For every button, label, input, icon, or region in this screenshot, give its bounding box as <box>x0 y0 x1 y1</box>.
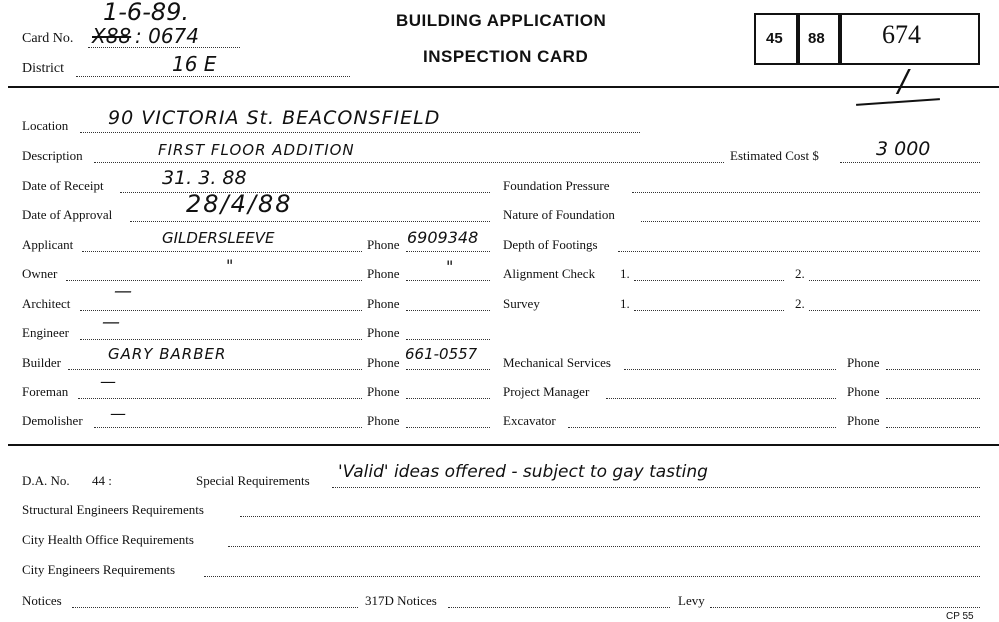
form-title-line1: BUILDING APPLICATION <box>396 11 607 30</box>
card-no-label: Card No. <box>22 31 74 46</box>
handwritten-description: FIRST FLOOR ADDITION <box>158 141 355 159</box>
alignment-check-label: Alignment Check <box>503 266 596 281</box>
special-requirements-label: Special Requirements <box>196 473 310 488</box>
nature-of-foundation-label: Nature of Foundation <box>503 207 615 222</box>
architect-label: Architect <box>22 296 71 311</box>
foreman-line <box>78 398 362 399</box>
alignment-check-2-line <box>809 280 980 281</box>
location-line <box>80 132 640 133</box>
nature-of-foundation-line <box>641 221 980 222</box>
architect-phone-label: Phone <box>367 296 400 311</box>
handwritten-owner: " <box>226 256 234 275</box>
owner-phone-line <box>406 280 490 281</box>
excavator-phone-line <box>886 427 980 428</box>
foundation-pressure-label: Foundation Pressure <box>503 178 610 193</box>
reference-box-3-value: 674 <box>882 20 921 49</box>
estimated-cost-label: Estimated Cost $ <box>730 148 819 163</box>
engineer-phone-label: Phone <box>367 325 400 340</box>
handwritten-demolisher: — <box>110 404 126 423</box>
excavator-phone-label: Phone <box>847 413 880 428</box>
reference-box-1-value: 45 <box>766 30 783 47</box>
demolisher-phone-line <box>406 427 490 428</box>
handwritten-special-requirements: 'Valid' ideas offered - subject to gay tasting <box>338 462 708 482</box>
description-label: Description <box>22 148 83 163</box>
middle-divider <box>8 444 999 446</box>
demolisher-label: Demolisher <box>22 413 83 428</box>
reference-box-3 <box>838 13 980 65</box>
notices-317d-label: 317D Notices <box>365 593 437 608</box>
description-line <box>94 162 724 163</box>
handwritten-card-struck: X88 <box>92 24 132 48</box>
applicant-phone-line <box>406 251 490 252</box>
levy-label: Levy <box>678 593 705 608</box>
date-of-receipt-line <box>120 192 490 193</box>
handwritten-district: 16 E <box>172 52 217 76</box>
foreman-phone-line <box>406 398 490 399</box>
architect-phone-line <box>406 310 490 311</box>
levy-line <box>710 607 980 608</box>
form-title-line2: INSPECTION CARD <box>423 47 589 66</box>
handwritten-underline <box>856 98 940 106</box>
reference-box-2-value: 88 <box>808 30 825 47</box>
date-of-approval-line <box>130 221 490 222</box>
engineer-phone-line <box>406 339 490 340</box>
project-manager-phone-label: Phone <box>847 384 880 399</box>
project-manager-line <box>606 398 836 399</box>
project-manager-label: Project Manager <box>503 384 590 399</box>
excavator-label: Excavator <box>503 413 556 428</box>
special-requirements-line <box>332 487 980 488</box>
handwritten-card-number: : 0674 <box>135 24 199 48</box>
notices-line <box>72 607 358 608</box>
builder-line <box>68 369 362 370</box>
mechanical-services-phone-line <box>886 369 980 370</box>
location-label: Location <box>22 118 69 133</box>
date-of-approval-label: Date of Approval <box>22 207 113 222</box>
city-health-line <box>228 546 980 547</box>
date-of-receipt-label: Date of Receipt <box>22 178 104 193</box>
reference-box-1 <box>754 13 800 65</box>
notices-317d-line <box>448 607 670 608</box>
builder-phone-line <box>406 369 490 370</box>
handwritten-owner-phone: " <box>446 257 454 276</box>
handwritten-builder-phone: 661-0557 <box>405 345 478 363</box>
applicant-phone-label: Phone <box>367 237 400 252</box>
depth-of-footings-line <box>618 251 980 252</box>
form-code: CP 55 <box>946 611 974 622</box>
excavator-line <box>568 427 836 428</box>
card-no-line <box>88 47 240 48</box>
mechanical-services-line <box>624 369 836 370</box>
foreman-phone-label: Phone <box>367 384 400 399</box>
architect-line <box>80 310 362 311</box>
handwritten-date-of-receipt: 31. 3. 88 <box>162 167 247 189</box>
header-divider <box>8 86 999 88</box>
survey-2-label: 2. <box>795 296 805 311</box>
estimated-cost-line <box>840 162 980 163</box>
handwritten-card-date: 1-6-89. <box>103 0 190 26</box>
handwritten-applicant-phone: 6909348 <box>407 228 479 247</box>
survey-label: Survey <box>503 296 540 311</box>
handwritten-date-of-approval: 28/4/88 <box>186 190 293 218</box>
city-engineers-line <box>204 576 980 577</box>
city-health-label: City Health Office Requirements <box>22 532 194 547</box>
survey-1-label: 1. <box>620 296 630 311</box>
engineer-line <box>80 339 362 340</box>
structural-engineers-label: Structural Engineers Requirements <box>22 502 204 517</box>
demolisher-line <box>94 427 362 428</box>
handwritten-location: 90 VICTORIA St. BEACONSFIELD <box>108 107 441 129</box>
foundation-pressure-line <box>632 192 980 193</box>
owner-label: Owner <box>22 266 58 281</box>
alignment-check-1-line <box>634 280 784 281</box>
survey-1-line <box>634 310 784 311</box>
project-manager-phone-line <box>886 398 980 399</box>
handwritten-estimated-cost: 3 000 <box>876 138 931 160</box>
district-label: District <box>22 61 64 76</box>
demolisher-phone-label: Phone <box>367 413 400 428</box>
handwritten-architect: — <box>114 281 132 302</box>
builder-label: Builder <box>22 355 61 370</box>
notices-label: Notices <box>22 593 62 608</box>
alignment-check-1-label: 1. <box>620 266 630 281</box>
da-no-value: 44 : <box>92 473 112 488</box>
foreman-label: Foreman <box>22 384 69 399</box>
district-line <box>76 76 350 77</box>
handwritten-builder: GARY BARBER <box>108 345 227 363</box>
handwritten-engineer: — <box>102 312 120 333</box>
mechanical-services-phone-label: Phone <box>847 355 880 370</box>
applicant-line <box>82 251 362 252</box>
depth-of-footings-label: Depth of Footings <box>503 237 598 252</box>
survey-2-line <box>809 310 980 311</box>
handwritten-mark: / <box>898 64 909 99</box>
applicant-label: Applicant <box>22 237 74 252</box>
engineer-label: Engineer <box>22 325 69 340</box>
handwritten-applicant: GILDERSLEEVE <box>162 229 275 247</box>
city-engineers-label: City Engineers Requirements <box>22 562 176 577</box>
mechanical-services-label: Mechanical Services <box>503 355 611 370</box>
da-no-label: D.A. No. <box>22 473 70 488</box>
builder-phone-label: Phone <box>367 355 400 370</box>
structural-engineers-line <box>240 516 980 517</box>
handwritten-foreman: — <box>100 372 116 391</box>
owner-line <box>66 280 362 281</box>
alignment-check-2-label: 2. <box>795 266 805 281</box>
owner-phone-label: Phone <box>367 266 400 281</box>
reference-box-2 <box>796 13 842 65</box>
